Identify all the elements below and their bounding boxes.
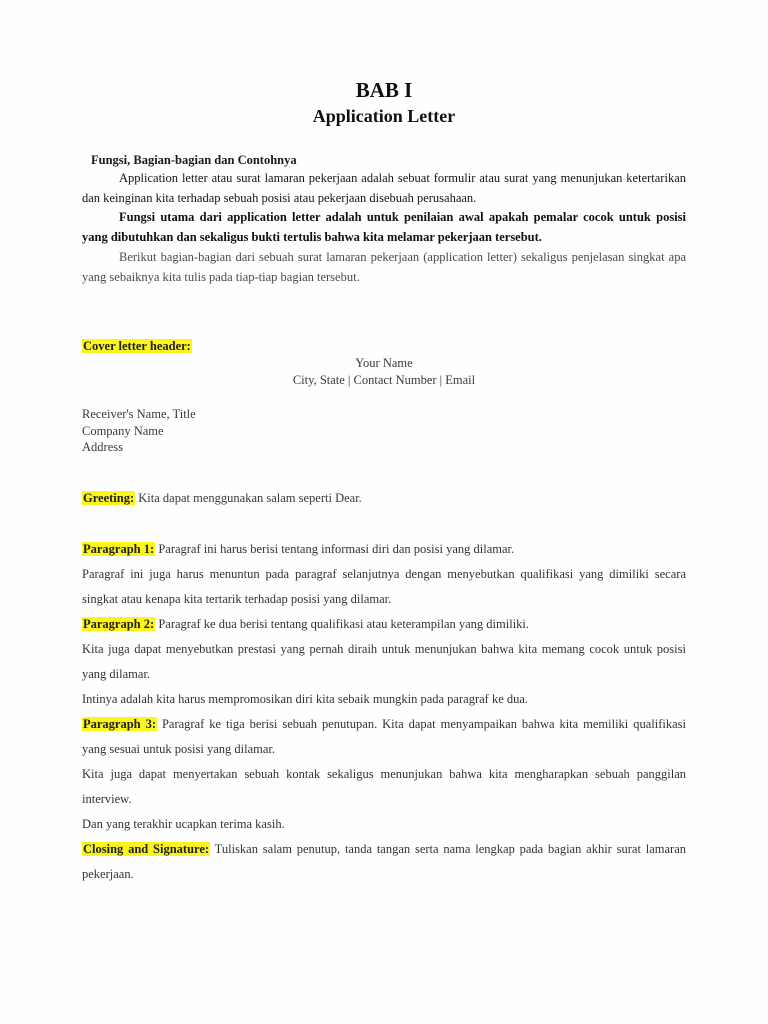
- closing-text: Tuliskan salam penutup, tanda tangan serta nama lengkap pada bagian akhir surat lamaran pekerjaan.: [82, 841, 687, 881]
- intro-paragraph-definition: Application letter atau surat lamaran pekerjaan adalah sebuat formulir atau surat yang menunjukan ketertarikan dan keinginan kita terhadap sebuah posisi atau pekerjaan disebuah perusahaan.: [82, 171, 686, 205]
- paragraph-2-label: Paragraph 2:: [83, 616, 155, 631]
- chapter-title: BAB I: [355, 78, 413, 102]
- section-heading: Fungsi, Bagian-bagian dan Contohnya: [91, 153, 297, 167]
- sender-block: [82, 355, 686, 389]
- paragraph-1-extra: Paragraf ini juga harus menuntun pada paragraf selanjutnya dengan menyebutkan qualifikasi yang dimiliki secara singkat atau kenapa kita tertarik terhadap posisi yang dilamar.: [82, 566, 686, 606]
- paragraph-3-extra-contact: Kita juga dapat menyertakan sebuah kontak sekaligus menunjukan bahwa kita mengharapkan sebuah panggilan interview.: [82, 766, 686, 806]
- closing-label: Closing and Signature:: [83, 841, 210, 856]
- receiver-block: [82, 406, 686, 456]
- receiver-company: Company Name: [82, 423, 164, 438]
- intro-paragraph-parts: Berikut bagian-bagian dari sebuah surat lamaran pekerjaan (application letter) sekaligus penjelasan singkat apa yang sebaiknya kita tulis pada tiap-tiap bagian tersebut.: [82, 250, 686, 284]
- sender-name: Your Name: [355, 356, 413, 370]
- receiver-address: Address: [82, 440, 123, 454]
- cover-letter-header-label: Cover letter header:: [83, 339, 191, 353]
- paragraph-3-label: Paragraph 3:: [83, 716, 156, 731]
- paragraph-2-text: Paragraf ke dua berisi tentang qualifikasi atau keterampilan yang dimiliki.: [155, 616, 530, 631]
- paragraph-2-extra-achievements: Kita juga dapat menyebutkan prestasi yang pernah diraih untuk menunjukan bahwa kita memang cocok untuk posisi yang dilamar.: [82, 641, 686, 681]
- paragraph-2-line: [82, 612, 686, 637]
- intro-paragraph-function: Fungsi utama dari application letter adalah untuk penilaian awal apakah pemalar cocok untuk posisi yang dibutuhkan dan sekaligus bukti tertulis bahwa kita melamar pekerjaan tersebut.: [82, 210, 686, 244]
- paragraph-1-text: Paragraf ini harus berisi tentang informasi diri dan posisi yang dilamar.: [155, 541, 515, 556]
- paragraph-3-extra-thanks: Dan yang terakhir ucapkan terima kasih.: [82, 816, 285, 831]
- greeting-text: Kita dapat menggunakan salam seperti Dear.: [135, 490, 362, 505]
- document-content: [82, 78, 686, 887]
- receiver-name-title: Receiver's Name, Title: [82, 407, 196, 421]
- paragraph-1-line: [82, 537, 686, 562]
- paragraph-1-label: Paragraph 1:: [83, 541, 155, 556]
- paragraph-3-text: Paragraf ke tiga berisi sebuah penutupan. Kita dapat menyampaikan bahwa kita memiliki qualifikasi yang sesuai untuk posisi yang dilamar.: [82, 716, 686, 756]
- greeting-section: [82, 489, 686, 507]
- closing-line: [82, 837, 686, 887]
- paragraph-sections: [82, 537, 686, 887]
- cover-letter-header-section: [82, 337, 686, 355]
- greeting-label: Greeting:: [83, 490, 135, 505]
- sender-contact-line: City, State | Contact Number | Email: [292, 373, 476, 387]
- paragraph-2-extra-summary: Intinya adalah kita harus mempromosikan diri kita sebaik mungkin pada paragraf ke dua.: [82, 691, 529, 706]
- paragraph-3-line: [82, 712, 686, 762]
- document-title: Application Letter: [312, 106, 456, 126]
